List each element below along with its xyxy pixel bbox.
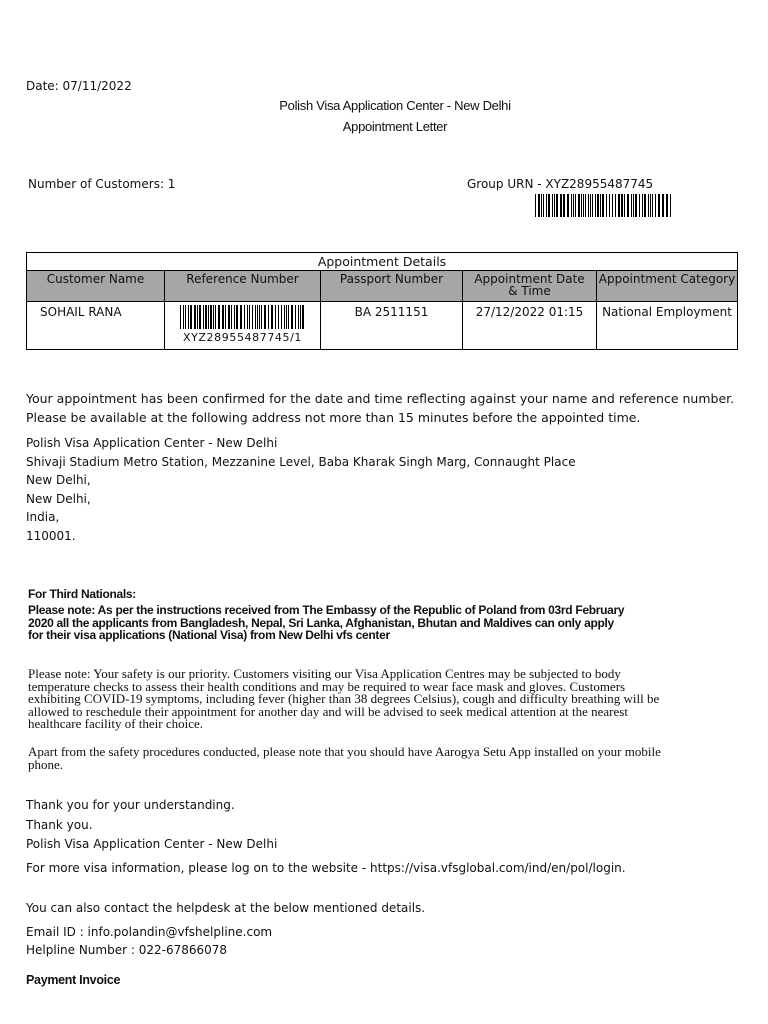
table-row <box>27 302 738 350</box>
appointment-category-cell: National Employment <box>597 302 738 350</box>
barcode-bar <box>548 194 550 217</box>
email-id: Email ID : info.polandin@vfshelpline.com <box>26 925 273 939</box>
barcode-bar <box>655 194 656 217</box>
barcode-bar <box>291 305 293 329</box>
address-block <box>26 434 576 546</box>
address-line: India, <box>26 510 60 525</box>
reference-barcode <box>165 305 320 329</box>
letter-title: Polish Visa Application Center - New Delhi <box>279 98 511 113</box>
barcode-bar <box>650 194 651 217</box>
barcode-bar <box>264 305 266 329</box>
reference-number-cell <box>165 302 321 350</box>
more-info: For more visa information, please log on to the website - https://visa.vfsglobal.com/ind/en/pol/login. <box>26 861 626 875</box>
helpline-number: Helpline Number : 022-67866078 <box>26 943 228 957</box>
barcode-bar <box>185 305 186 329</box>
aarogya-note: Apart from the safety procedures conducted, please note that you should have Aarogya Setu App installed on your mobile phone. <box>28 744 661 772</box>
barcode-bar <box>597 194 599 217</box>
barcode-bar <box>644 194 646 217</box>
barcode-bar <box>662 194 664 217</box>
barcode-bar <box>556 194 558 217</box>
barcode-bar <box>563 194 565 217</box>
barcode-bar <box>271 305 273 329</box>
helpdesk-info: You can also contact the helpdesk at the below mentioned details. <box>26 901 426 915</box>
address-line: New Delhi, <box>26 473 91 488</box>
barcode-bar <box>247 305 248 329</box>
barcode-bar <box>225 305 226 329</box>
signature: Polish Visa Application Center - New Delhi <box>26 837 278 851</box>
barcode-bar <box>300 305 301 329</box>
barcode-bar <box>575 194 576 217</box>
barcode-bar <box>571 194 572 217</box>
barcode-bar <box>581 194 582 217</box>
barcode-bar <box>652 194 653 217</box>
barcode-bar <box>194 305 196 329</box>
barcode-bar <box>635 194 637 217</box>
barcode-bar <box>236 305 238 329</box>
barcode-bar <box>538 194 540 217</box>
barcode-bar <box>609 194 610 217</box>
column-header: Appointment Date & Time <box>463 271 597 302</box>
barcode-bar <box>633 194 634 217</box>
barcode-bar <box>639 194 640 217</box>
third-nationals-heading: For Third Nationals: <box>28 587 137 601</box>
barcode-bar <box>288 305 289 329</box>
barcode-bar <box>222 305 224 329</box>
barcode-bar <box>624 194 625 217</box>
barcode-bar <box>259 305 260 329</box>
column-header: Customer Name <box>27 271 165 302</box>
barcode-bar <box>199 305 201 329</box>
barcode-bar <box>197 305 198 329</box>
barcode-bar <box>228 305 230 329</box>
customer-name-cell: SOHAIL RANA <box>27 302 165 350</box>
barcode-bar <box>585 194 586 217</box>
barcode-bar <box>215 305 216 329</box>
barcode-bar <box>249 305 250 329</box>
third-nationals-note: Please note: As per the instructions received from The Embassy of the Republic of Poland from 03rd February 2020 all the applicants from Bangladesh, Nepal, Sri Lanka, Afghanistan, Bhutan and Maldives can only apply for their visa applications (National Visa) from New Delhi vfs center <box>28 603 625 642</box>
letter-date: Date: 07/11/2022 <box>26 79 132 93</box>
barcode-bar <box>670 194 671 217</box>
barcode-bar <box>592 194 593 217</box>
barcode-bar <box>213 305 214 329</box>
group-urn-barcode <box>535 194 673 217</box>
barcode-bar <box>606 194 607 217</box>
barcode-bar <box>244 305 245 329</box>
barcode-bar <box>560 194 562 217</box>
barcode-bar <box>255 305 256 329</box>
appointment-table <box>26 252 738 350</box>
barcode-bar <box>205 305 207 329</box>
barcode-bar <box>261 305 262 329</box>
barcode-bar <box>302 305 304 329</box>
barcode-bar <box>546 194 547 217</box>
barcode-bar <box>612 194 613 217</box>
barcode-bar <box>234 305 235 329</box>
appointment-datetime-cell: 27/12/2022 01:15 <box>463 302 597 350</box>
barcode-bar <box>203 305 204 329</box>
payment-invoice-heading: Payment Invoice <box>26 973 121 987</box>
barcode-bar <box>188 305 189 329</box>
barcode-bar <box>578 194 580 217</box>
barcode-bar <box>190 305 192 329</box>
barcode-bar <box>231 305 232 329</box>
passport-number-cell: BA 2511151 <box>321 302 463 350</box>
barcode-bar <box>554 194 555 217</box>
barcode-bar <box>642 194 643 217</box>
barcode-bar <box>621 194 623 217</box>
barcode-bar <box>275 305 276 329</box>
barcode-bar <box>284 305 285 329</box>
address-line: New Delhi, <box>26 491 91 506</box>
barcode-bar <box>658 194 660 217</box>
barcode-bar <box>295 305 296 329</box>
barcode-bar <box>535 194 536 217</box>
thanks-understanding: Thank you for your understanding. <box>26 798 235 812</box>
barcode-bar <box>286 305 287 329</box>
barcode-bar <box>240 305 242 329</box>
barcode-bar <box>666 194 668 217</box>
barcode-bar <box>588 194 589 217</box>
barcode-bar <box>252 305 253 329</box>
confirmation-paragraph: Your appointment has been confirmed for the date and time reflecting against your name and reference number. Please be available at the following address not more than 15 minutes before the appointed time. <box>26 391 735 425</box>
column-header: Reference Number <box>165 271 321 302</box>
thank-you: Thank you. <box>26 818 93 832</box>
column-header: Passport Number <box>321 271 463 302</box>
barcode-bar <box>268 305 269 329</box>
address-line: 110001. <box>26 528 76 543</box>
barcode-bar <box>600 194 601 217</box>
group-urn: Group URN - XYZ28955487745 <box>467 177 654 191</box>
barcode-bar <box>583 194 584 217</box>
barcode-bar <box>281 305 282 329</box>
barcode-bar <box>183 305 184 329</box>
barcode-bar <box>631 194 632 217</box>
barcode-bar <box>618 194 620 217</box>
address-line: Polish Visa Application Center - New Delhi <box>26 436 278 450</box>
barcode-bar <box>298 305 299 329</box>
barcode-bar <box>567 194 569 217</box>
barcode-bar <box>602 194 604 217</box>
column-header: Appointment Category <box>597 271 738 302</box>
safety-note: Please note: Your safety is our priority. Customers visiting our Visa Application Centres may be subjected to body temperature checks to assess their health conditions and may be required to wear face mask and gloves. Customers exhibiting COVID-19 symptoms, including fever (higher than 38 degrees Celsius), cough and difficulty breathing will be allowed to reschedule their appointment for another day and will be advised to seek medical attention at the nearest healthcare facility of their choice. <box>28 666 660 731</box>
address-line: Shivaji Stadium Metro Station, Mezzanine Level, Baba Kharak Singh Marg, Connaught Place <box>26 454 576 469</box>
barcode-bar <box>257 305 258 329</box>
barcode-bar <box>278 305 279 329</box>
barcode-bar <box>648 194 649 217</box>
customer-count: Number of Customers: 1 <box>28 177 176 191</box>
barcode-bar <box>210 305 212 329</box>
barcode-bar <box>541 194 542 217</box>
reference-number: XYZ28955487745/1 <box>182 331 303 344</box>
barcode-bar <box>615 194 616 217</box>
barcode-bar <box>595 194 596 217</box>
barcode-bar <box>543 194 544 217</box>
barcode-bar <box>180 305 181 329</box>
barcode-bar <box>627 194 629 217</box>
table-title: Appointment Details <box>27 253 738 271</box>
barcode-bar <box>218 305 220 329</box>
letter-subtitle: Appointment Letter <box>342 119 448 134</box>
barcode-bar <box>208 305 209 329</box>
barcode-bar <box>573 194 574 217</box>
barcode-bar <box>552 194 553 217</box>
barcode-bar <box>590 194 591 217</box>
